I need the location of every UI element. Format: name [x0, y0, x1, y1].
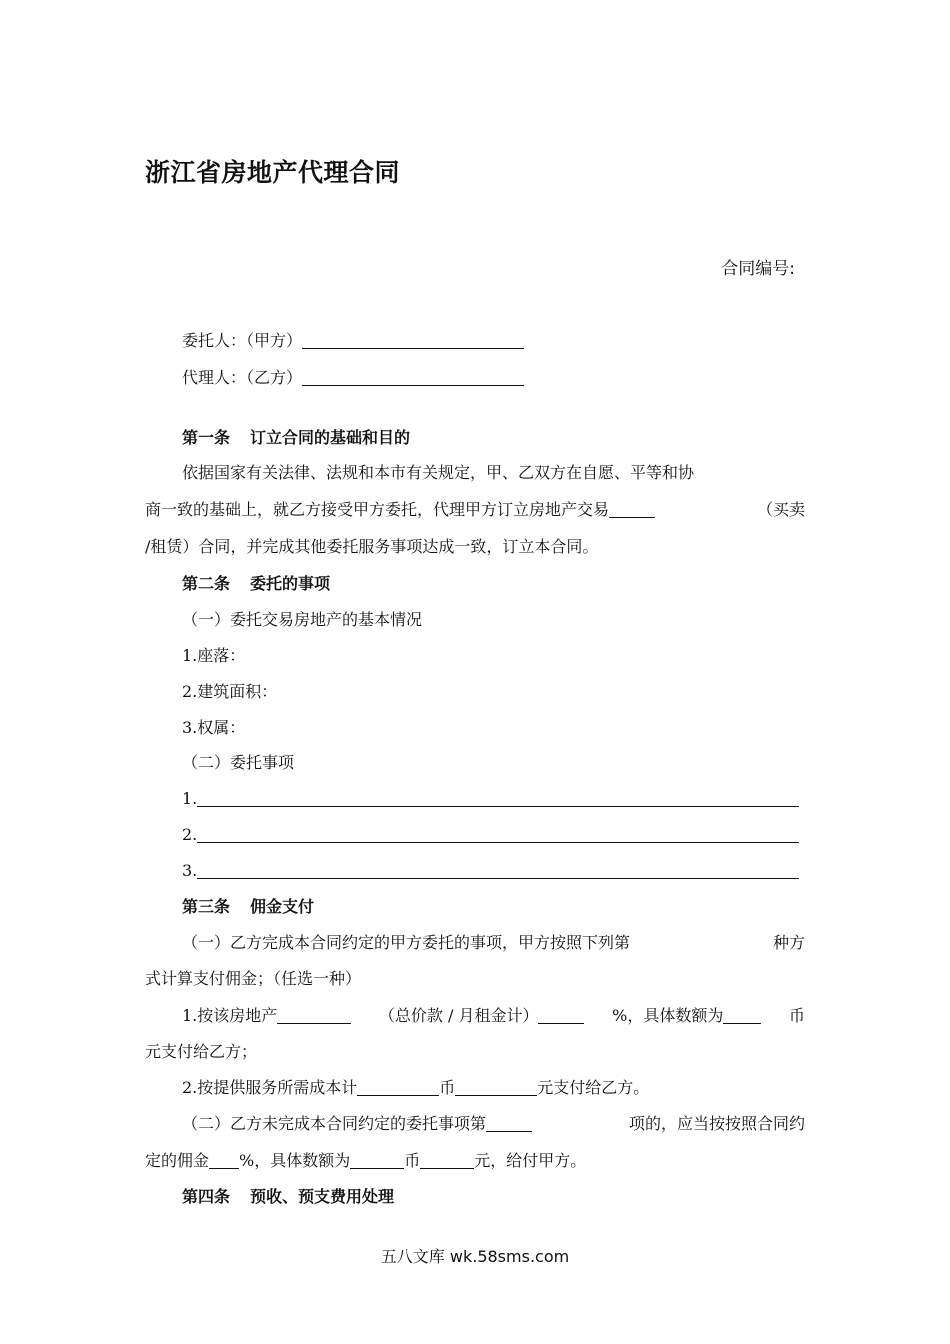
footer-watermark: 五八文库 wk.58sms.com [380, 1247, 570, 1266]
article-3-text-g: 币 [404, 1151, 421, 1170]
article-3-text-a: （一）乙方完成本合同约定的甲方委托的事项，甲方按照下列第 [182, 933, 631, 952]
article-3-title: 佣金支付 [250, 897, 315, 916]
article-3-text-h: 元，给付甲方。 [474, 1151, 587, 1170]
option-2-text-a: 2.按提供服务所需成本计 [182, 1078, 358, 1097]
article-2-sub-1: （一）委托交易房地产的基本情况 [182, 610, 423, 629]
option-1-basis-blank [277, 1005, 351, 1024]
article-3-text-b: 种方 [772, 933, 805, 952]
article-3-text-c: （二）乙方未完成本合同约定的委托事项第 [182, 1114, 487, 1133]
article-3-text-d: 项的，应当按按照合同约 [628, 1114, 805, 1133]
article-1-number: 第一条 [182, 428, 231, 447]
document-title: 浙江省房地产代理合同 [145, 158, 401, 187]
article-3-heading [182, 896, 314, 918]
option-1-amount-blank [723, 1005, 761, 1024]
option-2-text-c: 元支付给乙方。 [537, 1078, 650, 1097]
article-2-sub-2: （二）委托事项 [182, 753, 295, 772]
article-3-number: 第三条 [182, 897, 231, 916]
article-3-para-line2: 式计算支付佣金；（任选一种） [145, 969, 362, 988]
agent-blank [302, 367, 524, 386]
refund-percent-blank [209, 1150, 239, 1169]
article-3-para-line3 [182, 1113, 805, 1135]
article-3-option-1 [182, 1005, 805, 1027]
contract-number-label: 合同编号: [721, 259, 795, 279]
option-2-amount-blank [455, 1077, 537, 1096]
refund-currency-blank [350, 1150, 404, 1169]
commission-item-1 [182, 788, 799, 810]
option-1-text-a: 1.按该房地产 [182, 1006, 278, 1025]
commission-item-1-number: 1. [182, 789, 198, 808]
agent-line [182, 367, 524, 389]
commission-item-3 [182, 860, 799, 882]
refund-amount-blank [420, 1150, 474, 1169]
article-1-title: 订立合同的基础和目的 [250, 428, 411, 447]
commission-item-1-blank [197, 788, 799, 807]
article-1-heading [182, 427, 410, 449]
option-1-text-c: %，具体数额为 [612, 1006, 724, 1025]
option-2-text-b: 币 [439, 1078, 456, 1097]
article-3-option-1-cont: 元支付给乙方； [145, 1042, 258, 1061]
article-2-item-ownership: 3.权属： [182, 718, 246, 737]
commission-item-2 [182, 824, 799, 846]
option-2-currency-blank [357, 1077, 439, 1096]
article-1-text-a: 商一致的基础上，就乙方接受甲方委托，代理甲方订立房地产交易 [145, 500, 610, 519]
article-2-title: 委托的事项 [250, 574, 331, 593]
unfinished-item-blank [486, 1113, 532, 1132]
commission-item-2-blank [197, 824, 799, 843]
article-2-heading [182, 573, 330, 595]
article-3-text-f: %，具体数额为 [239, 1151, 351, 1170]
option-1-text-b: （总价款 / 月租金计） [378, 1006, 539, 1025]
article-3-option-2 [182, 1077, 649, 1099]
article-4-heading [182, 1186, 394, 1208]
article-2-item-location: 1.座落： [182, 646, 246, 665]
trade-type-blank [609, 499, 655, 518]
commission-item-3-blank [197, 860, 799, 879]
option-1-percent-blank [538, 1005, 584, 1024]
article-1-para-line1: 依据国家有关法律、法规和本市有关规定，甲、乙双方在自愿、平等和协 [182, 463, 695, 482]
article-3-para-line4 [145, 1150, 586, 1172]
article-4-number: 第四条 [182, 1187, 231, 1206]
article-3-text-e: 定的佣金 [145, 1151, 210, 1170]
agent-label: 代理人：（乙方） [182, 368, 303, 387]
article-4-title: 预收、预支费用处理 [250, 1187, 395, 1206]
option-1-text-d: 币 [788, 1006, 805, 1025]
client-line [182, 330, 524, 352]
article-1-para-line3: /租赁）合同，并完成其他委托服务事项达成一致，订立本合同。 [145, 537, 599, 556]
commission-item-3-number: 3. [182, 861, 198, 880]
client-blank [302, 330, 524, 349]
article-3-para-line1 [182, 932, 805, 954]
article-2-number: 第二条 [182, 574, 231, 593]
article-1-text-b: （买卖 [756, 500, 805, 519]
commission-item-2-number: 2. [182, 825, 198, 844]
article-2-item-area: 2.建筑面积： [182, 682, 278, 701]
article-1-para-line2 [145, 499, 805, 521]
client-label: 委托人：（甲方） [182, 331, 303, 350]
